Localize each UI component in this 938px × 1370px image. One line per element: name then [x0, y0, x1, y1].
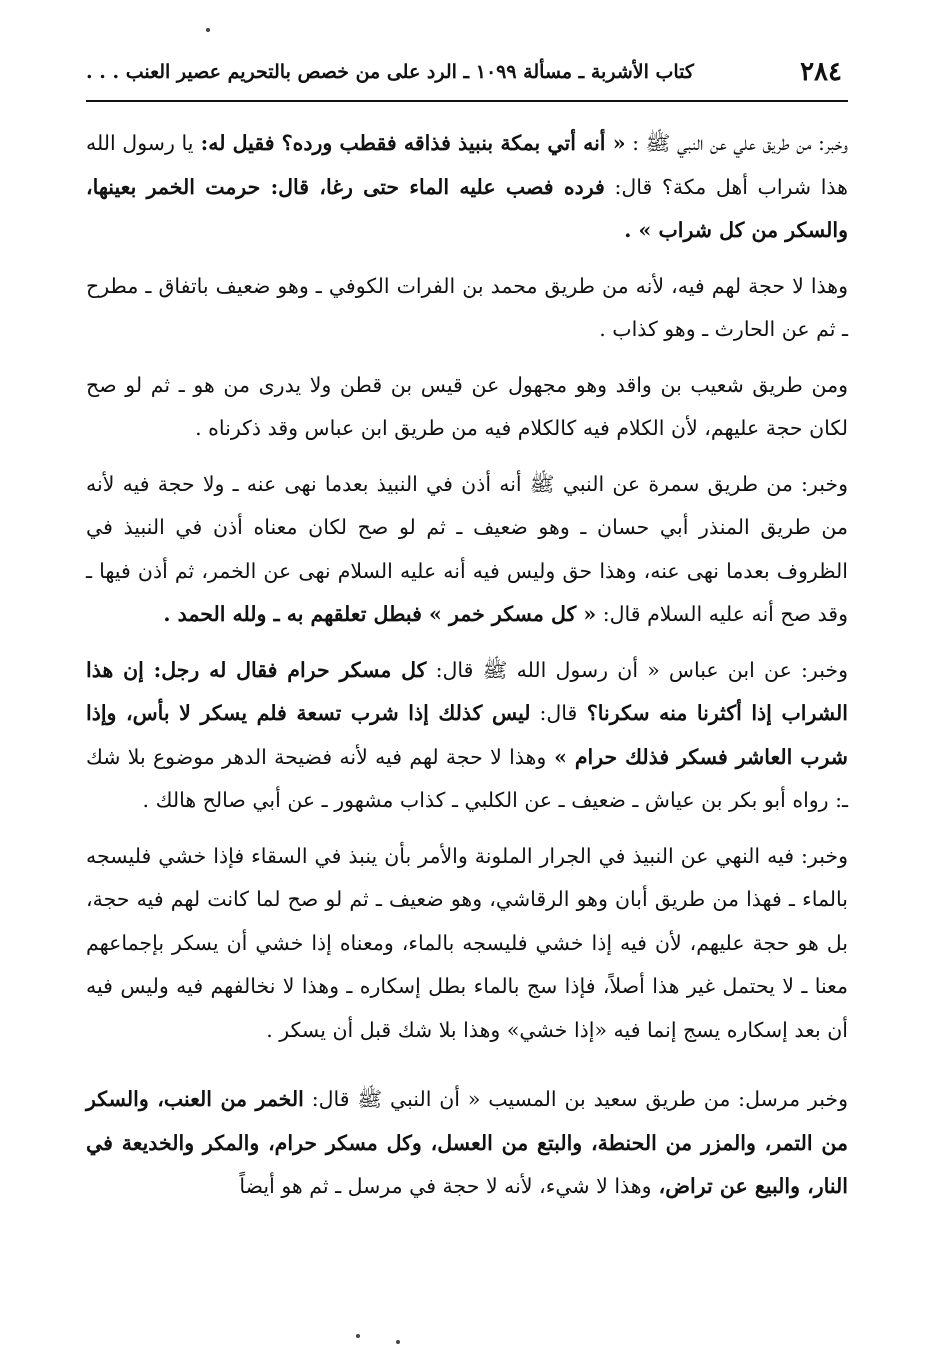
text-segment-bold: الخمر من العنب، والسكر من التمر، والمزر من الحنطة، والبتع من العسل، وكل مسكر حرام، والمكر والخديعة في النار، والبيع عن تراض،: [86, 1087, 848, 1198]
page-number: ٢٨٤: [800, 57, 842, 87]
page-body: [86, 122, 848, 1221]
running-header: [86, 52, 848, 92]
paragraph-7: [86, 1078, 848, 1209]
text-segment: ومن طريق شعيب بن واقد وهو مجهول عن قيس بن قطن ولا يدرى من هو ـ ثم لو صح لكان حجة عليهم، لأن الكلام فيه كالكلام فيه من طريق ابن عباس وقد ذكرناه .: [86, 372, 848, 440]
text-segment: وخبر: من طريق سمرة عن النبي ﷺ أنه أذن في النبيذ بعدما نهى عنه ـ ولا حجة فيه لأنه من طريق المنذر أبي حسان ـ وهو ضعيف ـ ثم لو صح لكان معناه أذن في النبيذ في الظروف بعدما نهى عنه، وهذا حق وليس فيه أنه عليه السلام نهى عن الخمر، ثم أذن فيها ـ وقد صح أنه عليه السلام قال:: [86, 471, 848, 626]
text-segment-bold: « كل مسكر خمر » فبطل تعلقهم به ـ ولله الحمد .: [163, 602, 597, 626]
text-segment-bold: ليس كذلك إذا شرب تسعة فلم يسكر لا بأس، وإذا شرب العاشر فسكر فذلك حرام »: [86, 701, 848, 769]
text-segment: وهذا لا شيء، لأنه لا حجة في مرسل ـ ثم هو أيضاً: [239, 1174, 652, 1198]
scan-speck: [396, 1340, 400, 1344]
text-segment: وهذا لا حجة لهم فيه لأنه فضيحة الدهر موضوع بلا شك ـ: رواه أبو بكر بن عياش ـ ضعيف ـ عن الكلبي ـ كذاب مشهور ـ عن أبي صالح هالك .: [86, 744, 848, 812]
paragraph-2: [86, 265, 848, 352]
text-segment: وخبر: عن ابن عباس « أن رسول الله ﷺ قال:: [426, 657, 848, 682]
paragraph-1: [86, 122, 848, 253]
text-segment: قال:: [530, 701, 578, 725]
paragraph-4: [86, 463, 848, 637]
paragraph-6: [86, 835, 848, 1053]
text-segment: وخبر: من طريق علي عن النبي ﷺ :: [625, 131, 848, 155]
text-segment-bold: كل مسكر حرام فقال له رجل: إن هذا الشراب إذا أكثرنا منه سكرنا؟: [86, 657, 848, 725]
header-rule: [86, 100, 848, 102]
scan-speck: [206, 28, 210, 32]
paragraph-5: [86, 649, 848, 823]
text-segment-bold: « أنه أتي بمكة بنبيذ فذاقه فقطب ورده؟ فقيل له:: [193, 131, 626, 155]
running-title: كتاب الأشربة ـ مسألة ١٠٩٩ ـ الرد على من خصص بالتحريم عصير العنب . . .: [86, 61, 694, 83]
text-segment: وخبر: فيه النهي عن النبيذ في الجرار الملونة والأمر بأن ينبذ في السقاء فإذا خشي فليسجه بالماء ـ فهذا من طريق أبان وهو الرقاشي، وهو ضعيف ـ ثم لو صح لما كانت لهم فيه حجة، بل هو حجة عليهم، لأن فيه إذا خشي فليسجه بالماء، ومعناه إذا خشي أن يسكر بإجماعهم معنا ـ لا يحتمل غير هذا أصلاً، فإذا سج بالماء بطل إسكاره ـ وهذا لا نخالفهم فيه وليس فيه أن بعد إسكاره يسج إنما فيه «إذا خشي» وهذا بلا شك قبل أن يسكر .: [86, 843, 848, 1042]
scan-speck: [356, 1334, 360, 1338]
text-segment-bold: فرده فصب عليه الماء حتى رغا، قال: حرمت الخمر بعينها، والسكر من كل شراب » .: [86, 174, 848, 242]
text-segment: وهذا لا حجة لهم فيه، لأنه من طريق محمد بن الفرات الكوفي ـ وهو ضعيف باتفاق ـ مطرح ـ ثم عن الحارث ـ وهو كذاب .: [86, 273, 848, 341]
paragraph-3: [86, 364, 848, 451]
text-segment: يا رسول الله هذا شراب أهل مكة؟ قال:: [86, 131, 848, 199]
text-segment: وخبر مرسل: من طريق سعيد بن المسيب « أن النبي ﷺ قال:: [303, 1087, 848, 1111]
